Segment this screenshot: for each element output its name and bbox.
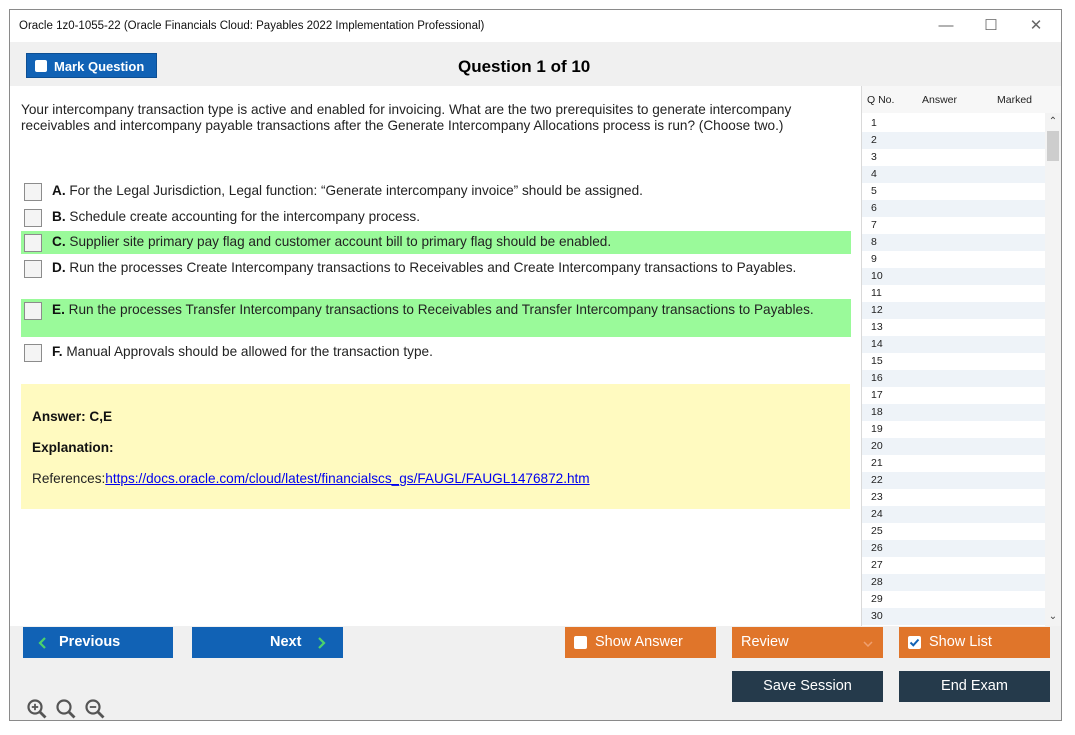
option-letter: D. [52, 260, 66, 275]
option-b-checkbox[interactable] [24, 209, 42, 227]
option-b[interactable] [21, 207, 851, 229]
show-answer-label: Show Answer [595, 634, 683, 650]
option-f[interactable] [21, 342, 851, 364]
question-list-row[interactable]: 15 [871, 355, 883, 367]
show-list-button[interactable] [899, 627, 1050, 658]
scrollbar-thumb[interactable] [1047, 131, 1059, 161]
question-list-row[interactable]: 27 [871, 559, 883, 571]
question-list-scrollbar[interactable] [1045, 113, 1061, 626]
question-list-row[interactable]: 19 [871, 423, 883, 435]
question-list-row[interactable]: 1 [871, 117, 877, 129]
option-text: Manual Approvals should be allowed for the transaction type. [66, 344, 433, 359]
question-list-row[interactable]: 9 [871, 253, 877, 265]
save-session-label: Save Session [763, 678, 852, 694]
checkmark-icon [909, 637, 920, 648]
references [32, 471, 590, 486]
zoom-out-icon[interactable] [84, 698, 106, 720]
chevron-down-icon [863, 641, 873, 647]
question-list-row[interactable]: 10 [862, 268, 1045, 285]
question-list-row[interactable]: 21 [871, 457, 883, 469]
question-list-row[interactable]: 7 [871, 219, 877, 231]
checkbox-icon [35, 60, 47, 72]
show-list-checkbox[interactable] [908, 636, 921, 649]
question-list-row[interactable]: 3 [871, 151, 877, 163]
question-list-row[interactable]: 16 [862, 370, 1045, 387]
question-list-row[interactable]: 30 [862, 608, 1045, 625]
question-list-row[interactable]: 29 [871, 593, 883, 605]
end-exam-label: End Exam [941, 678, 1008, 694]
top-toolbar [10, 42, 1062, 86]
question-list-row[interactable]: 22 [862, 472, 1045, 489]
question-list-row[interactable]: 28 [862, 574, 1045, 591]
option-a[interactable] [21, 181, 851, 203]
option-c[interactable] [21, 231, 851, 254]
option-text: For the Legal Jurisdiction, Legal function: “Generate intercompany invoice” should be assigned. [69, 183, 643, 198]
explanation-label: Explanation: [32, 440, 114, 455]
minimize-button[interactable]: — [938, 17, 954, 34]
question-list-row[interactable]: 23 [871, 491, 883, 503]
marked-column-header: Marked [997, 94, 1033, 106]
option-a-checkbox[interactable] [24, 183, 42, 201]
option-text: Supplier site primary pay flag and customer account bill to primary flag should be enabled. [69, 234, 612, 249]
window-title: Oracle 1z0-1055-22 (Oracle Financials Cloud: Payables 2022 Implementation Professional) [19, 20, 485, 32]
show-answer-button[interactable] [565, 627, 716, 658]
zoom-reset-icon[interactable] [55, 698, 77, 720]
previous-label: Previous [59, 634, 121, 650]
option-letter: E. [52, 302, 65, 317]
references-label: References: [32, 471, 106, 486]
option-d-checkbox[interactable] [24, 260, 42, 278]
next-button[interactable] [192, 627, 343, 658]
title-bar [10, 10, 1061, 42]
question-list-row[interactable]: 8 [862, 234, 1045, 251]
bottom-toolbar [10, 626, 1062, 721]
chevron-left-icon [38, 637, 46, 649]
question-list-row[interactable]: 13 [871, 321, 883, 333]
question-list-header [862, 86, 1061, 113]
question-list-row[interactable]: 17 [871, 389, 883, 401]
option-c-checkbox[interactable] [24, 234, 42, 252]
option-letter: A. [52, 183, 66, 198]
question-list-row[interactable]: 20 [862, 438, 1045, 455]
app-window [9, 9, 1062, 721]
answer-explanation-box [21, 384, 850, 509]
chevron-right-icon [318, 637, 326, 649]
question-list-rows [862, 115, 1045, 625]
scroll-up-arrow-icon[interactable]: ⌃ [1048, 116, 1058, 127]
question-list-row[interactable]: 12 [862, 302, 1045, 319]
next-label: Next [270, 634, 302, 650]
reference-link[interactable]: https://docs.oracle.com/cloud/latest/financialscs_gs/FAUGL/FAUGL1476872.htm [105, 471, 590, 486]
show-answer-checkbox[interactable] [574, 636, 587, 649]
save-session-button[interactable] [732, 671, 883, 702]
option-letter: B. [52, 209, 66, 224]
close-button[interactable]: ✕ [1029, 17, 1043, 34]
mark-question-button[interactable] [26, 53, 157, 78]
mark-question-label: Mark Question [54, 59, 145, 74]
question-text: Your intercompany transaction type is active and enabled for invoicing. What are the two prerequisites to generate intercompany receivables and intercompany payable transactions after the Generate Intercompany Allocations process is run? (Choose two.) [21, 102, 792, 133]
question-counter: Question 1 of 10 [458, 57, 591, 76]
end-exam-button[interactable] [899, 671, 1050, 702]
zoom-in-icon[interactable] [26, 698, 48, 720]
maximize-button[interactable]: ☐ [984, 17, 998, 34]
scroll-down-arrow-icon[interactable]: ⌄ [1048, 611, 1058, 622]
question-list-row[interactable]: 25 [871, 525, 883, 537]
previous-button[interactable] [23, 627, 173, 658]
answer-text: Answer: C,E [32, 409, 113, 424]
option-text: Schedule create accounting for the intercompany process. [69, 209, 420, 224]
option-letter: F. [52, 344, 63, 359]
qno-column-header: Q No. [867, 94, 895, 106]
question-list-row[interactable]: 24 [862, 506, 1045, 523]
review-dropdown[interactable] [732, 627, 883, 658]
question-list-row[interactable]: 5 [871, 185, 877, 197]
option-e-checkbox[interactable] [24, 302, 42, 320]
question-list-row[interactable]: 6 [862, 200, 1045, 217]
question-list-row[interactable]: 11 [871, 287, 882, 299]
question-list-row[interactable]: 4 [862, 166, 1045, 183]
option-e[interactable] [21, 299, 851, 337]
question-list-row[interactable]: 2 [862, 132, 1045, 149]
option-letter: C. [52, 234, 66, 249]
option-d[interactable] [21, 258, 851, 296]
question-list-panel [861, 86, 1061, 626]
question-list-row[interactable]: 26 [862, 540, 1045, 557]
option-f-checkbox[interactable] [24, 344, 42, 362]
question-list-row[interactable]: 14 [862, 336, 1045, 353]
question-list-row[interactable]: 18 [862, 404, 1045, 421]
option-text: Run the processes Create Intercompany transactions to Receivables and Create Intercompany transactions to Payables. [69, 260, 797, 275]
answer-column-header: Answer [922, 94, 958, 106]
review-label: Review [741, 634, 789, 650]
option-text: Run the processes Transfer Intercompany transactions to Receivables and Transfer Intercompany transactions to Payables. [68, 302, 814, 317]
show-list-label: Show List [929, 634, 992, 650]
question-panel [10, 86, 861, 626]
